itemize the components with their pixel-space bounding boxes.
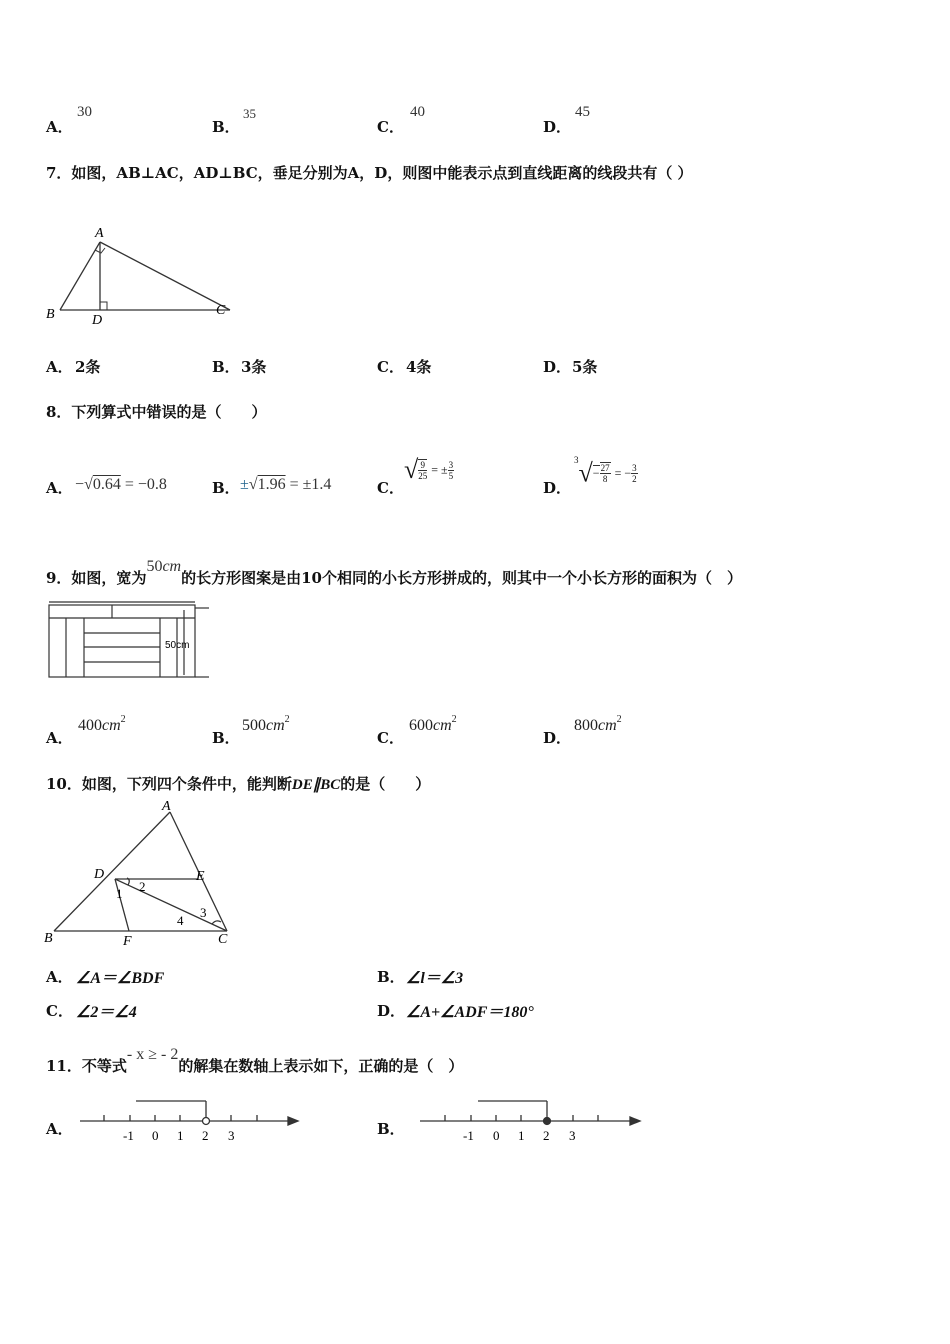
- q6-option-d-value: 45: [575, 104, 590, 120]
- q11-a-tick-1: 1: [177, 1128, 184, 1143]
- q7-option-c-label[interactable]: C．: [377, 358, 404, 376]
- q9-option-d-label[interactable]: D．: [543, 729, 572, 747]
- q11-b-tick-1: 1: [518, 1128, 525, 1143]
- q10-label-f: F: [123, 934, 132, 949]
- q11-b-tick-neg1: -1: [463, 1128, 474, 1143]
- q10-option-b-value: ∠l＝∠3: [406, 970, 464, 987]
- q7-question-text: 7．如图，AB⊥AC，AD⊥BC，垂足分别为A，D，则图中能表示点到直线距离的线段共有（ ）: [46, 164, 693, 182]
- q7-label-c: C: [216, 303, 226, 318]
- q11-a-tick-3: 3: [228, 1128, 235, 1143]
- q11-inequality: - x ≥ - 2: [126, 1046, 179, 1063]
- q11-b-tick-3: 3: [569, 1128, 576, 1143]
- q8-option-a-label[interactable]: A．: [46, 479, 73, 497]
- q11-a-tick-2: 2: [202, 1128, 209, 1143]
- q6-option-b-value: 35: [243, 106, 256, 121]
- q11-option-a-number-line[interactable]: [76, 1094, 306, 1146]
- q9-option-c-label[interactable]: C．: [377, 729, 404, 747]
- q11-b-tick-0: 0: [493, 1128, 500, 1143]
- q10-label-b: B: [44, 931, 53, 946]
- q11-option-a-label[interactable]: A．: [46, 1120, 73, 1138]
- q11-option-b-label[interactable]: B．: [377, 1120, 405, 1138]
- q7-label-d: D: [92, 313, 103, 327]
- q10-label-e: E: [196, 869, 205, 884]
- q10-label-a: A: [162, 800, 171, 814]
- q10-option-b-label[interactable]: B．: [377, 968, 405, 986]
- q6-option-a-value: 30: [77, 104, 92, 120]
- q7-option-c-value: 4条: [406, 358, 432, 376]
- q10-label-c: C: [218, 932, 228, 947]
- q7-label-b: B: [46, 307, 55, 322]
- q9-option-a-value: $400cm^2$: [78, 714, 126, 734]
- q9-question-text: 9．如图，宽为50cm的长方形图案是由10个相同的小长方形拼成的，则其中一个小长方形的面积为（ ）: [46, 558, 742, 587]
- q9-option-b-label[interactable]: B．: [212, 729, 240, 747]
- q8-option-c-expression: √ $\frac{9}{25}$ = ± $\frac{3}{5}$: [404, 455, 454, 484]
- q10-option-a-value: ∠A＝∠BDF: [76, 970, 165, 987]
- q11-option-b-number-line[interactable]: [416, 1094, 648, 1146]
- q11-a-tick-0: 0: [152, 1128, 159, 1143]
- q10-angle-2: 2: [139, 879, 146, 894]
- q6-option-b-label[interactable]: B．: [212, 118, 240, 136]
- q11-b-tick-2: 2: [543, 1128, 550, 1143]
- q10-angle-1: 1: [116, 886, 123, 901]
- q7-option-b-label[interactable]: B．: [212, 358, 240, 376]
- q7-option-d-label[interactable]: D．: [543, 358, 572, 376]
- q7-option-b-value: 3条: [241, 358, 267, 376]
- q7-label-a: A: [95, 226, 104, 241]
- q10-label-d: D: [94, 867, 105, 882]
- q9-option-b-value: $500cm^2$: [242, 714, 290, 734]
- q10-angle-3: 3: [200, 905, 207, 920]
- q11-a-tick-neg1: -1: [123, 1128, 134, 1143]
- q9-figure-label: 50cm: [165, 640, 190, 651]
- q8-option-d-expression: $^3$√− $\frac{27}{8}$ = − $\frac{3}{2}$: [574, 455, 637, 488]
- q7-triangle-figure: [44, 222, 244, 327]
- q8-option-a-expression: −√0.64 = −0.8: [75, 476, 167, 493]
- q9-rectangle-figure: [44, 600, 214, 682]
- q10-angle-4: 4: [177, 913, 184, 928]
- q9-option-d-value: $800cm^2$: [574, 714, 622, 734]
- q9-option-c-value: $600cm^2$: [409, 714, 457, 734]
- q6-option-c-label[interactable]: C．: [377, 118, 404, 136]
- q10-option-c-label[interactable]: C．: [46, 1002, 73, 1020]
- q10-option-a-label[interactable]: A．: [46, 968, 73, 986]
- q7-option-d-value: 5条: [572, 358, 598, 376]
- q8-option-c-label[interactable]: C．: [377, 479, 404, 497]
- q6-option-a-label[interactable]: A．: [46, 118, 73, 136]
- q8-option-b-label[interactable]: B．: [212, 479, 240, 497]
- q11-question-text: 11．不等式- x ≥ - 2的解集在数轴上表示如下，正确的是（ ）: [46, 1046, 464, 1075]
- q10-option-c-value: ∠2＝∠4: [76, 1004, 137, 1021]
- q10-option-d-label[interactable]: D．: [377, 1002, 406, 1020]
- q8-question-text: 8．下列算式中错误的是（ ）: [46, 403, 267, 421]
- q6-option-d-label[interactable]: D．: [543, 118, 572, 136]
- q10-triangle-figure: [40, 800, 245, 950]
- q9-option-a-label[interactable]: A．: [46, 729, 73, 747]
- q7-option-a-value: 2条: [75, 358, 101, 376]
- q8-option-d-label[interactable]: D．: [543, 479, 572, 497]
- q10-question-text: 10．如图，下列四个条件中，能判断DE∥BC的是（ ）: [46, 775, 431, 793]
- q6-option-c-value: 40: [410, 104, 425, 120]
- q8-option-b-expression: ±√1.96 = ±1.4: [240, 476, 332, 493]
- q10-option-d-value: ∠A+∠ADF＝180°: [406, 1004, 534, 1021]
- q7-option-a-label[interactable]: A．: [46, 358, 73, 376]
